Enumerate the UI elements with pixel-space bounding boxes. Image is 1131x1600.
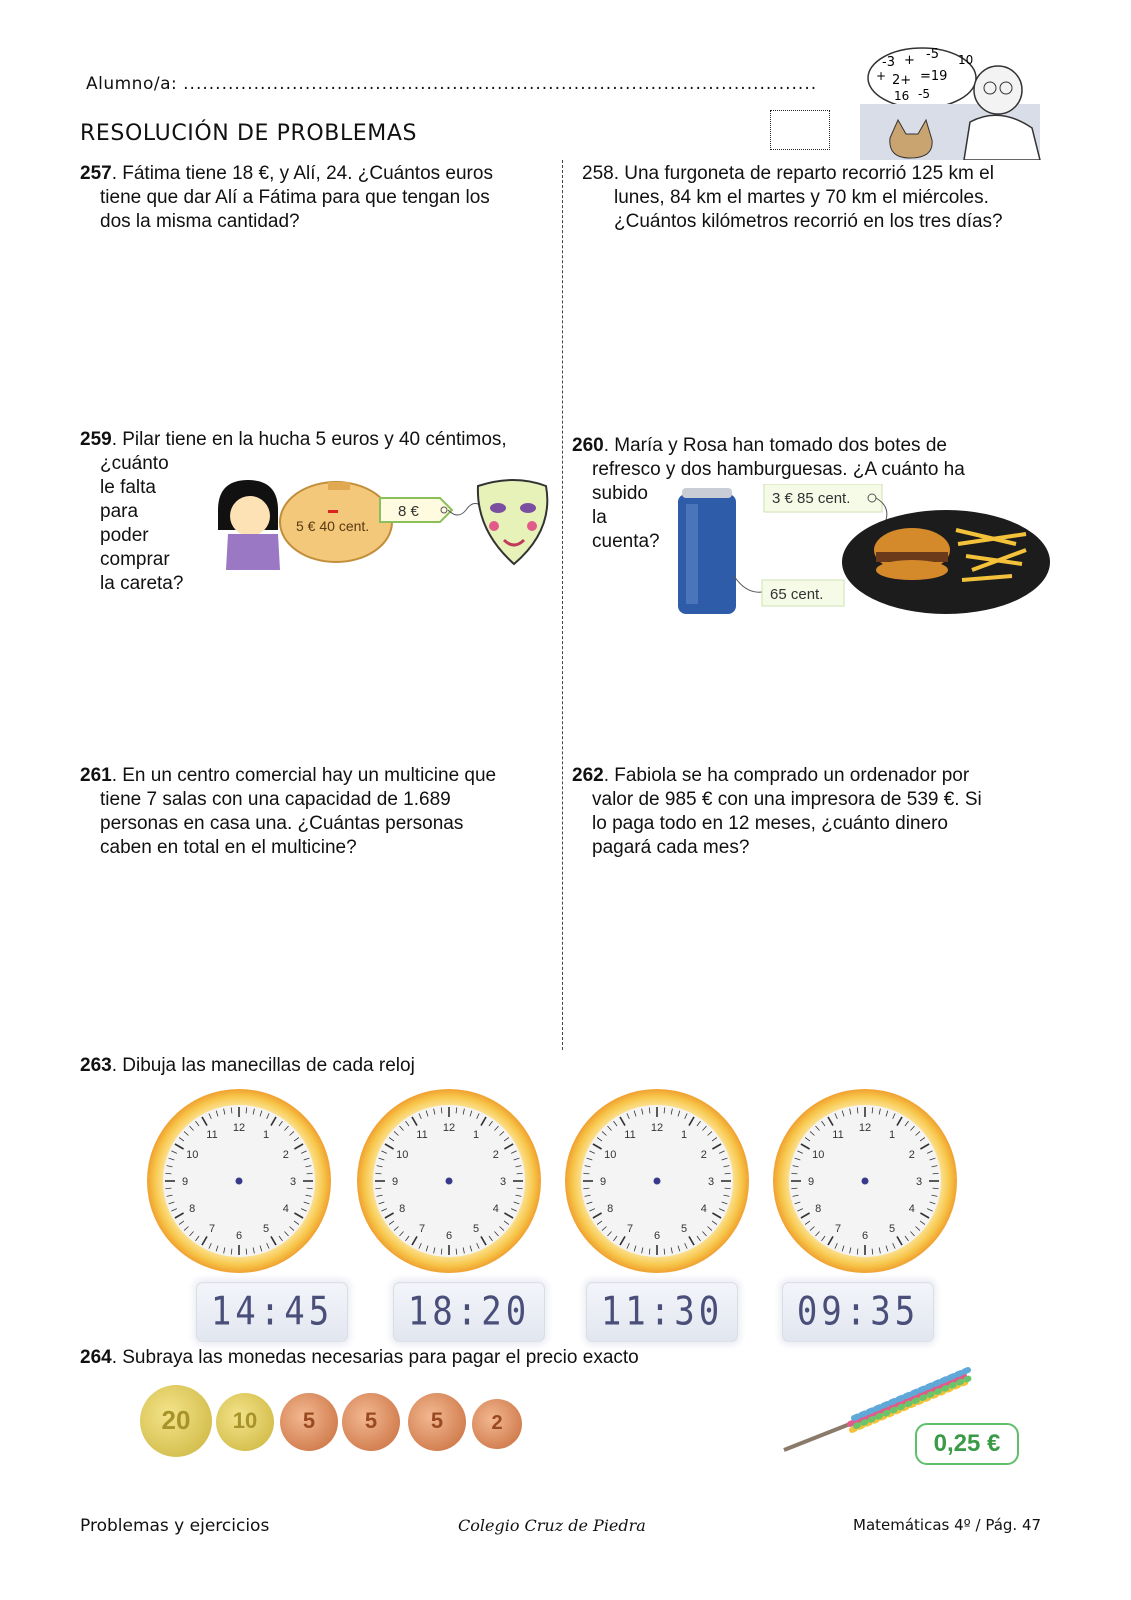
problem-text: poder [100,525,149,546]
problem-text: personas en casa una. ¿Cuántas personas [100,813,464,834]
cartoon-math-text: 16 [894,89,910,103]
clock-number: 4 [908,1203,915,1215]
clock-number: 8 [189,1203,196,1215]
cartoon-math-text: -5 [918,87,930,101]
clock-number: 7 [626,1222,634,1235]
clock-number: 10 [604,1149,617,1161]
problem-text: le falta [100,477,156,498]
clock-number: 3 [915,1176,923,1188]
analog-clock-face[interactable] [772,1088,958,1274]
clock-number: 6 [235,1230,243,1242]
clock-number: 11 [832,1129,844,1142]
soda-price-tag: 65 cent. [770,586,824,603]
problem-text: tiene 7 salas con una capacidad de 1.689 [100,789,451,810]
coin-5-cent[interactable] [408,1393,466,1451]
digital-time-display: 11:30 [586,1282,738,1342]
clock-number: 12 [232,1122,246,1134]
lollipop-price-tag: 0,25 € [915,1423,1019,1465]
problem-257 [80,162,550,234]
clock-center-dot [654,1178,661,1185]
analog-clock-face[interactable] [356,1088,542,1274]
problem-number: 261 [80,765,112,786]
clock-number: 2 [908,1149,915,1161]
clock-number: 2 [492,1149,499,1161]
clock-number: 9 [599,1176,607,1188]
column-divider [562,160,563,1050]
coin-value: 5 [364,1408,378,1433]
problem-text: para [100,501,139,522]
problem-text: . Pilar tiene en la hucha 5 euros y 40 céntimos, [111,429,507,450]
clock-number: 3 [499,1176,507,1188]
clock-number: 2 [282,1149,289,1161]
clock-number: 11 [624,1129,636,1142]
student-name-dots: ................................................................................................... [183,74,818,94]
clock-number: 2 [700,1149,707,1161]
clock-number: 5 [262,1222,270,1235]
problem-text: la careta? [100,573,184,594]
problem-text: caben en total en el multicine? [100,837,357,858]
problem-number: 264 [80,1347,112,1368]
problem-text: Una furgoneta de reparto recorrió 125 km el [624,163,994,184]
problem-text: comprar [100,549,170,570]
cartoon-math-text: + [904,53,915,68]
coin-5-cent[interactable] [342,1393,400,1451]
clock-number: 4 [492,1203,499,1215]
clock-number: 9 [807,1176,815,1188]
problem-text: . Fabiola se ha comprado un ordenador por [603,765,970,786]
digital-time-display: 09:35 [782,1282,934,1342]
problem-number: 257 [80,163,112,184]
clock-number: 6 [653,1230,661,1242]
clock-center-dot [862,1178,869,1185]
clock-number: 12 [442,1122,456,1134]
problem-261 [80,764,560,860]
problem-text: tiene que dar Alí a Fátima para que tengan los [100,187,490,208]
footer-page-number: Matemáticas 4º / Pág. 47 [853,1516,1042,1534]
cartoon-math-text: 10 [958,53,974,67]
problem-text: la [592,507,607,528]
cartoon-math-text: =19 [920,69,948,84]
grade-box [770,110,830,150]
problem-text: . Dibuja las manecillas de cada reloj [111,1055,415,1076]
clock-number: 7 [208,1222,216,1235]
clock-number: 1 [680,1129,688,1142]
cartoon-math-text: 2+ [892,73,912,88]
clock-number: 5 [472,1222,480,1235]
problem-text: subido [592,483,648,504]
student-name-line[interactable] [86,74,817,94]
coin-value: 10 [232,1408,258,1433]
clock-number: 10 [186,1149,199,1161]
problem-number: 262 [572,765,604,786]
cartoon-math-text: + [876,69,887,83]
problem-text: lo paga todo en 12 meses, ¿cuánto dinero [592,813,948,834]
digital-time-display: 14:45 [196,1282,348,1342]
clock-number: 11 [206,1129,218,1142]
clock-number: 6 [445,1230,453,1242]
teacher-cartoon-illustration [860,42,1060,160]
clock-number: 4 [282,1203,289,1215]
problem-text: dos la misma cantidad? [100,211,300,232]
coin-10-cent[interactable] [216,1393,274,1451]
clock-number: 7 [418,1222,426,1235]
problem-262 [572,764,1042,860]
problem-text: cuenta? [592,531,660,552]
cartoon-math-text: -5 [926,47,939,62]
clock-number: 8 [607,1203,614,1215]
piggy-bank-label: 5 € 40 cent. [296,518,370,534]
problem-number: 259 [80,429,112,450]
problem-number: 260 [572,435,604,456]
clock-number: 10 [396,1149,409,1161]
clock-number: 5 [680,1222,688,1235]
burger-price-tag: 3 € 85 cent. [772,490,851,507]
problem-264 [80,1346,639,1370]
coin-value: 2 [491,1412,503,1434]
clock-number: 12 [858,1122,872,1134]
clock-number: 7 [834,1222,842,1235]
clock-number: 5 [888,1222,896,1235]
clock-number: 1 [888,1129,896,1142]
footer-school-name: Colegio Cruz de Piedra [458,1516,646,1535]
digital-time-display: 18:20 [393,1282,545,1342]
section-title: RESOLUCIÓN DE PROBLEMAS [80,121,418,146]
clock-number: 11 [416,1129,428,1142]
problem-text: ¿cuánto [100,453,169,474]
clock-number: 4 [700,1203,707,1215]
analog-clock-face[interactable] [564,1088,750,1274]
coin-20-cent[interactable] [140,1385,212,1457]
mask-price-tag: 8 € [398,503,419,520]
clock-number: 6 [861,1230,869,1242]
coin-2-cent[interactable] [472,1399,522,1449]
problem-258 [582,162,1052,234]
problem-text: refresco y dos hamburguesas. ¿A cuánto ha [592,459,965,480]
coin-value: 5 [430,1408,444,1433]
coin-5-cent[interactable] [280,1393,338,1451]
problem-text: lunes, 84 km el martes y 70 km el miércoles. [614,187,989,208]
problem-text: ¿Cuántos kilómetros recorrió en los tres días? [614,211,1003,232]
clock-number: 10 [812,1149,825,1161]
problem-text: . María y Rosa han tomado dos botes de [603,435,947,456]
coin-value: 20 [161,1405,191,1435]
problem-text: valor de 985 € con una impresora de 539 €. Si [592,789,982,810]
problem-number: 263 [80,1055,112,1076]
problem-text: pagará cada mes? [592,837,750,858]
clock-number: 1 [472,1129,480,1142]
clock-number: 1 [262,1129,270,1142]
clock-number: 3 [289,1176,297,1188]
clock-number: 9 [391,1176,399,1188]
problem-number: 258. [582,163,619,184]
problem-263 [80,1054,415,1078]
soda-burger-illustration [676,484,1056,624]
clock-center-dot [446,1178,453,1185]
clock-number: 8 [399,1203,406,1215]
cartoon-math-text: -3 [882,55,895,70]
clock-number: 12 [650,1122,664,1134]
clock-number: 9 [181,1176,189,1188]
student-label: Alumno/a: [86,74,178,94]
piggy-bank-mask-illustration [208,470,558,570]
footer-left: Problemas y ejercicios [80,1516,270,1536]
problem-text: . En un centro comercial hay un multicine que [111,765,497,786]
clock-number: 8 [815,1203,822,1215]
problem-text: . Subraya las monedas necesarias para pagar el precio exacto [111,1347,639,1368]
problem-text: . Fátima tiene 18 €, y Alí, 24. ¿Cuántos euros [111,163,493,184]
analog-clock-face[interactable] [146,1088,332,1274]
clock-center-dot [236,1178,243,1185]
clock-number: 3 [707,1176,715,1188]
coin-value: 5 [302,1408,316,1433]
